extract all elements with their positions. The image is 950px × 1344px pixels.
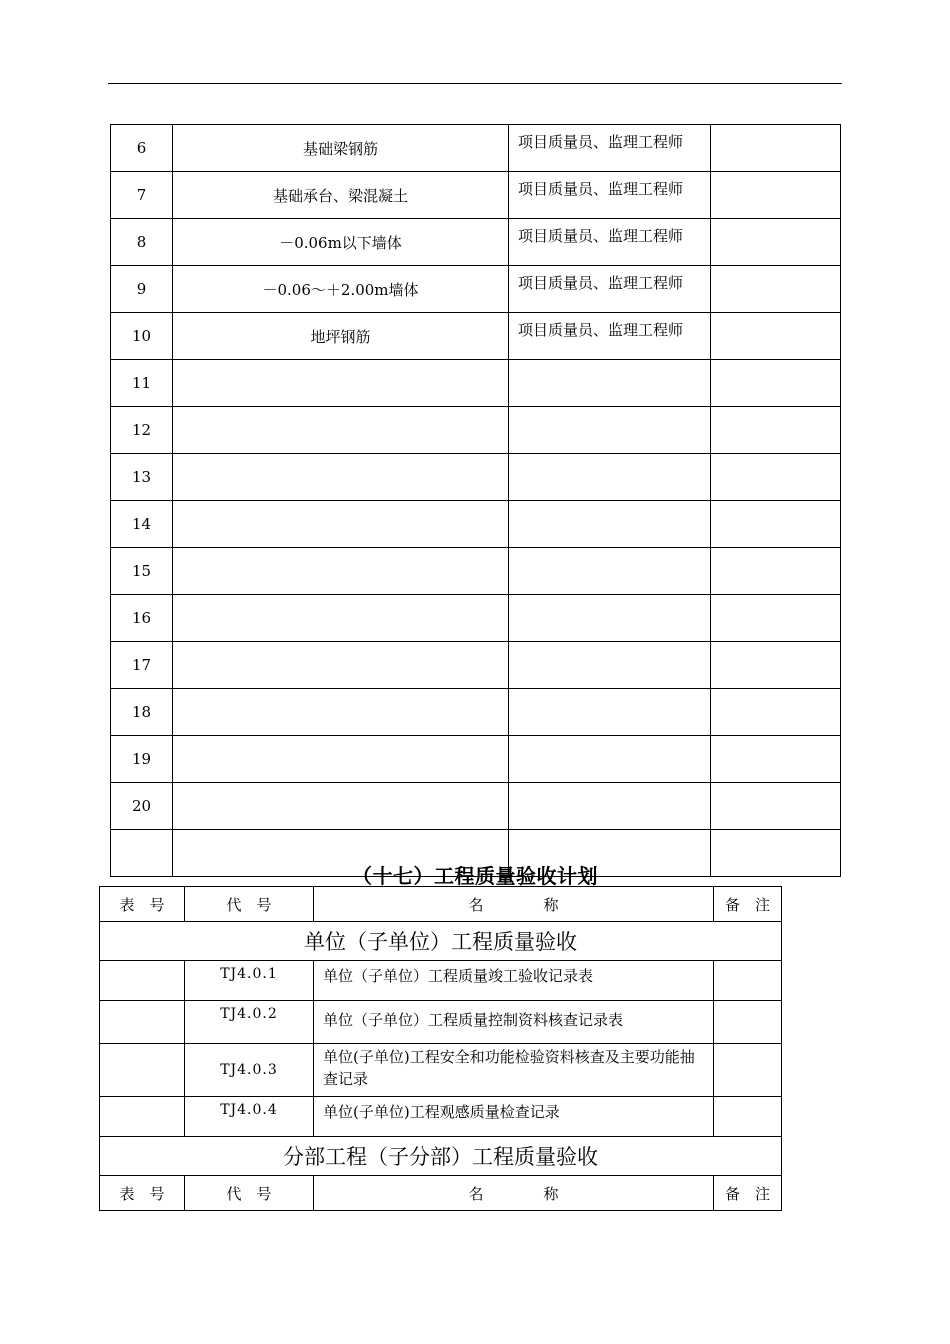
table-row: [111, 642, 841, 689]
row-remark: [711, 501, 841, 548]
footer-header-remark: 备 注: [714, 1176, 782, 1211]
row-item: 地坪钢筋: [173, 313, 509, 360]
table-row: [111, 689, 841, 736]
plan-cell-code: TJ4.0.4: [185, 1097, 314, 1137]
plan-cell-table-no: [100, 1044, 185, 1097]
row-number: 7: [111, 172, 173, 219]
plan-cell-table-no: [100, 961, 185, 1001]
row-remark: [711, 454, 841, 501]
row-responsible: [509, 548, 711, 595]
row-remark: [711, 595, 841, 642]
table-row: [111, 595, 841, 642]
row-item: [173, 407, 509, 454]
row-responsible: [509, 642, 711, 689]
row-remark: [711, 689, 841, 736]
row-item: [173, 360, 509, 407]
header-code: 代 号: [185, 887, 314, 922]
plan-header-row: [100, 887, 782, 922]
row-number: 16: [111, 595, 173, 642]
plan-row: [100, 1044, 782, 1097]
section2-row: [100, 1137, 782, 1176]
plan-cell-name: 单位(子单位)工程观感质量检查记录: [314, 1097, 714, 1137]
footer-header-name: 名 称: [314, 1176, 714, 1211]
row-number: 14: [111, 501, 173, 548]
row-number: 10: [111, 313, 173, 360]
row-responsible: [509, 407, 711, 454]
plan-cell-remark: [714, 961, 782, 1001]
row-responsible: [509, 501, 711, 548]
row-number: 6: [111, 125, 173, 172]
plan-cell-code: TJ4.0.1: [185, 961, 314, 1001]
table-row: [111, 266, 841, 313]
plan-row: [100, 961, 782, 1001]
table-row: [111, 783, 841, 830]
row-responsible: [509, 689, 711, 736]
acceptance-table: [110, 124, 841, 877]
footer-header-code: 代 号: [185, 1176, 314, 1211]
plan-cell-table-no: [100, 1097, 185, 1137]
row-item: [173, 783, 509, 830]
row-number: 19: [111, 736, 173, 783]
table-row: [111, 736, 841, 783]
table-row: [111, 454, 841, 501]
table-row: [111, 501, 841, 548]
table-row: [111, 407, 841, 454]
row-number: 11: [111, 360, 173, 407]
row-responsible: [509, 360, 711, 407]
row-item: [173, 595, 509, 642]
row-item: 基础梁钢筋: [173, 125, 509, 172]
page-header-rule: [108, 83, 842, 84]
row-responsible: 项目质量员、监理工程师: [509, 125, 711, 172]
row-item: [173, 548, 509, 595]
row-item: [173, 736, 509, 783]
row-remark: [711, 219, 841, 266]
row-item: [173, 642, 509, 689]
plan-cell-name: 单位（子单位）工程质量控制资料核查记录表: [314, 1001, 714, 1044]
plan-cell-name: 单位(子单位)工程安全和功能检验资料核查及主要功能抽查记录: [314, 1044, 714, 1097]
row-remark: [711, 642, 841, 689]
plan-title: （十七）工程质量验收计划: [352, 864, 598, 888]
table-row: [111, 548, 841, 595]
row-item: －0.06～＋2.00m墙体: [173, 266, 509, 313]
row-number: 9: [111, 266, 173, 313]
row-remark: [711, 360, 841, 407]
row-number: 12: [111, 407, 173, 454]
plan-cell-name: 单位（子单位）工程质量竣工验收记录表: [314, 961, 714, 1001]
table-row: [111, 360, 841, 407]
row-remark: [711, 125, 841, 172]
plan-cell-remark: [714, 1097, 782, 1137]
section2-title: 分部工程（子分部）工程质量验收: [100, 1137, 782, 1176]
section1-title: 单位（子单位）工程质量验收: [100, 922, 782, 961]
table-row: [111, 172, 841, 219]
row-item: －0.06m以下墙体: [173, 219, 509, 266]
row-item: [173, 454, 509, 501]
header-table-no: 表 号: [100, 887, 185, 922]
plan-cell-code: TJ4.0.2: [185, 1001, 314, 1044]
row-item: 基础承台、梁混凝土: [173, 172, 509, 219]
row-responsible: 项目质量员、监理工程师: [509, 172, 711, 219]
plan-cell-code: TJ4.0.3: [185, 1044, 314, 1097]
section1-row: [100, 922, 782, 961]
row-number: 18: [111, 689, 173, 736]
table-row: [111, 313, 841, 360]
plan-row: [100, 1097, 782, 1137]
row-responsible: [509, 595, 711, 642]
row-responsible: 项目质量员、监理工程师: [509, 219, 711, 266]
row-item: [173, 689, 509, 736]
row-responsible: 项目质量员、监理工程师: [509, 313, 711, 360]
row-number: 17: [111, 642, 173, 689]
plan-footer-header-row: [100, 1176, 782, 1211]
row-responsible: 项目质量员、监理工程师: [509, 266, 711, 313]
row-remark: [711, 783, 841, 830]
row-responsible: [509, 736, 711, 783]
row-remark: [711, 313, 841, 360]
row-number: 8: [111, 219, 173, 266]
plan-cell-remark: [714, 1001, 782, 1044]
plan-cell-remark: [714, 1044, 782, 1097]
row-remark: [711, 266, 841, 313]
row-responsible: [509, 454, 711, 501]
header-remark: 备 注: [714, 887, 782, 922]
header-name: 名 称: [314, 887, 714, 922]
row-number: 20: [111, 783, 173, 830]
table-row: [111, 125, 841, 172]
plan-row: [100, 1001, 782, 1044]
footer-header-table-no: 表 号: [100, 1176, 185, 1211]
row-responsible: [509, 783, 711, 830]
table-row: [111, 219, 841, 266]
plan-cell-table-no: [100, 1001, 185, 1044]
row-number: 15: [111, 548, 173, 595]
row-number: 13: [111, 454, 173, 501]
row-item: [173, 501, 509, 548]
quality-acceptance-plan-table: [99, 886, 782, 1211]
row-remark: [711, 736, 841, 783]
row-remark: [711, 548, 841, 595]
row-remark: [711, 407, 841, 454]
row-remark: [711, 172, 841, 219]
